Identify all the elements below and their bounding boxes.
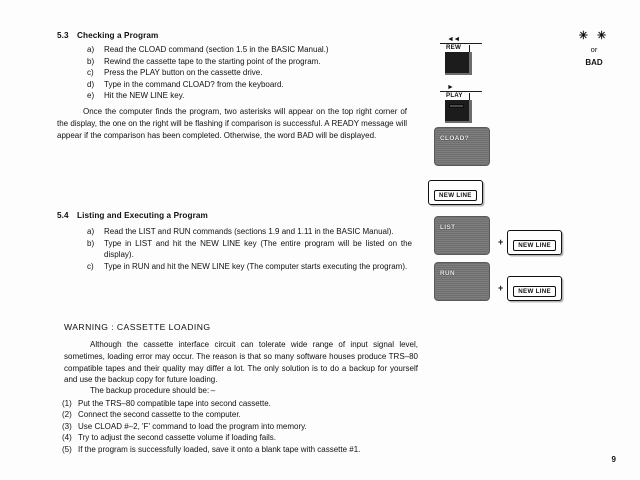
display-screen	[434, 262, 490, 301]
screen-text: RUN	[440, 270, 456, 277]
list-item-marker: (1)	[62, 399, 72, 408]
list-item-text: Put the TRS–80 compatible tape into second cassette.	[78, 399, 271, 408]
backup-steps-list	[62, 398, 432, 455]
section-5-3-paragraph	[57, 106, 407, 141]
plus-sign: +	[498, 237, 504, 247]
plus-sign: +	[498, 283, 504, 293]
list-item-text: If the program is successfully loaded, save it onto a blank tape with cassette #1.	[78, 444, 361, 454]
list-item	[62, 398, 432, 409]
list-item-text: Press the PLAY button on the cassette drive.	[104, 68, 263, 78]
newline-keycap	[507, 230, 562, 255]
paragraph-text: Although the cassette interface circuit can tolerate wide range of input signal level, sometimes, loading error may occur. The reason is that so many software houses produce TRS–80 compatible tapes and their quality may differ a lot. The only solution is to do a backup for yourself and use the backup copy for future loading.	[64, 340, 418, 385]
play-label: PLAY	[446, 91, 463, 99]
newline-keycap	[507, 276, 562, 301]
newline-key-label: NEW LINE	[434, 190, 477, 201]
list-item	[87, 79, 377, 91]
display-screen	[434, 127, 490, 166]
list-item-marker: (2)	[62, 410, 72, 420]
asterisks-icon: ✳ ✳	[578, 30, 610, 42]
page-number: 9	[611, 455, 616, 464]
play-arrow-icon: ►	[447, 83, 454, 91]
list-item	[62, 409, 432, 420]
list-item-marker: (3)	[62, 421, 72, 431]
list-item-marker: b)	[87, 56, 95, 66]
list-item-marker: b)	[87, 238, 95, 248]
list-item-marker: (5)	[62, 444, 72, 454]
paragraph-text: The backup procedure should be: –	[90, 386, 216, 395]
rew-keycap	[445, 52, 472, 75]
list-item-text: Try to adjust the second cassette volume if loading fails.	[78, 433, 277, 443]
list-item-marker: a)	[87, 45, 95, 54]
list-item	[87, 44, 377, 56]
list-item-marker: d)	[87, 79, 95, 89]
list-item-marker: c)	[87, 261, 94, 271]
list-item	[62, 432, 432, 443]
rewind-arrow-icon: ◄◄	[447, 35, 460, 43]
newline-key-label: NEW LINE	[513, 286, 556, 297]
list-item-text: Connect the second cassette to the computer.	[78, 410, 241, 420]
list-item-text: Hit the NEW LINE key.	[104, 91, 185, 101]
backup-procedure-intro	[64, 385, 418, 397]
screen-text: LIST	[440, 224, 456, 231]
play-keycap-slot	[449, 104, 464, 108]
section-title: Checking a Program	[77, 31, 159, 40]
newline-keycap	[428, 180, 483, 205]
figure-play-button	[440, 79, 482, 123]
display-screen	[434, 216, 490, 255]
list-item-text: Type in RUN and hit the NEW LINE key (The computer starts executing the program).	[104, 261, 408, 271]
rew-label: REW	[446, 43, 462, 51]
list-item	[87, 90, 377, 102]
list-item-text: Type in LIST and hit the NEW LINE key (The entire program will be listed on the display).	[104, 238, 412, 260]
newline-key-label: NEW LINE	[513, 240, 556, 251]
section-heading-5-3	[57, 31, 158, 40]
bad-label: BAD	[585, 58, 603, 67]
section-5-4-list	[87, 226, 412, 272]
list-item-text: Type in the command CLOAD? from the keyboard.	[104, 79, 284, 89]
list-item-text: Read the LIST and RUN commands (sections 1.9 and 1.11 in the BASIC Manual).	[104, 227, 394, 236]
list-item-marker: c)	[87, 68, 94, 78]
figure-run-combo	[434, 262, 562, 301]
warning-heading: WARNING : CASSETTE LOADING	[64, 322, 211, 332]
section-number: 5.4	[57, 211, 69, 220]
warning-paragraph	[64, 339, 418, 386]
section-number: 5.3	[57, 31, 69, 40]
list-item	[87, 261, 412, 273]
list-item-text: Rewind the cassette tape to the starting point of the program.	[104, 56, 321, 66]
figure-cload-screen	[434, 127, 490, 166]
list-item-marker: a)	[87, 227, 95, 236]
list-item	[62, 421, 432, 432]
figure-rew-button	[440, 31, 482, 75]
list-item	[87, 238, 412, 261]
list-item	[87, 226, 412, 238]
section-title: Listing and Executing a Program	[77, 211, 208, 220]
screen-text: CLOAD?	[440, 135, 470, 142]
list-item	[62, 444, 432, 455]
figure-newline-key-1	[428, 180, 483, 205]
list-item-marker: e)	[87, 91, 95, 101]
list-item	[87, 67, 377, 79]
paragraph-text: Once the computer finds the program, two asterisks will appear on the top right corner of the display, the one on the right will be flashing if comparison is successful. A READY message will appear if the comparison has been completed. Otherwise, the word BAD will be displayed.	[57, 107, 407, 140]
list-item-marker: (4)	[62, 433, 72, 443]
list-item	[87, 56, 377, 68]
section-5-3-list	[87, 44, 377, 102]
or-label: or	[590, 45, 598, 54]
figure-list-combo	[434, 216, 562, 255]
section-heading-5-4	[57, 211, 208, 220]
figure-result-indicator	[566, 30, 622, 69]
list-item-text: Read the CLOAD command (section 1.5 in the BASIC Manual.)	[104, 45, 329, 54]
list-item-text: Use CLOAD #–2, 'F' command to load the program into memory.	[78, 421, 307, 431]
